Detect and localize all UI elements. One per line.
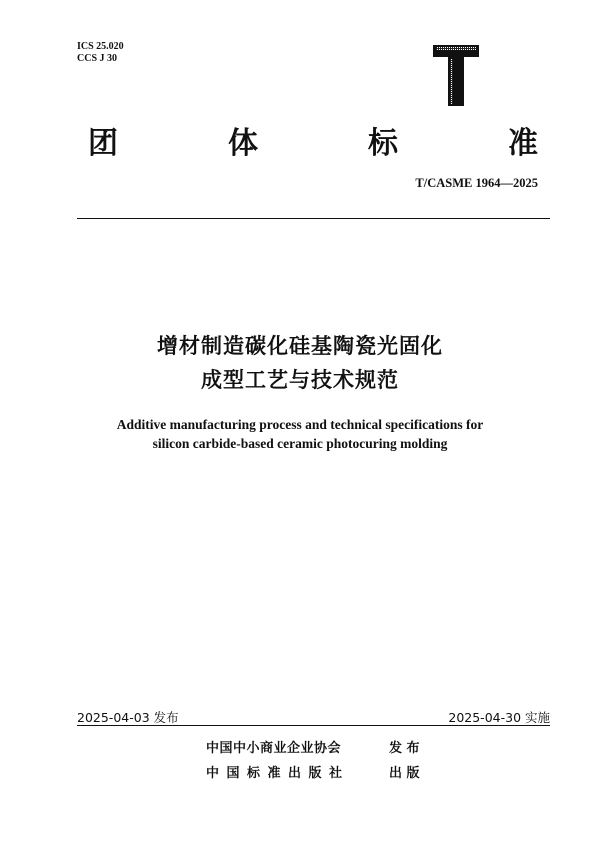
header-divider	[77, 218, 550, 219]
title-english-line-2: silicon carbide-based ceramic photocuring molding	[152, 436, 448, 451]
issue-date: 2025-04-03 发布	[77, 710, 179, 725]
category-char-4: 准	[508, 126, 538, 161]
ccs-code: CCS J 30	[77, 53, 118, 64]
category-char-1: 团	[88, 126, 118, 161]
standard-number: T/CASME 1964—2025	[415, 176, 538, 190]
ics-code: ICS 25.020	[77, 41, 124, 52]
press-action: 出 版	[389, 766, 420, 781]
implementation-date: 2025-04-30 实施	[448, 710, 550, 725]
issuer-name: 中国中小商业企业协会	[206, 741, 342, 756]
title-chinese-line-2: 成型工艺与技术规范	[201, 368, 399, 392]
category-char-2: 体	[228, 126, 258, 161]
classification-codes	[77, 41, 124, 65]
title-english-line-1: Additive manufacturing process and technical specifications for	[116, 417, 484, 432]
footer-divider	[77, 725, 550, 726]
press-name: 中国标准出版社	[206, 766, 350, 781]
standard-type-logo-icon	[433, 45, 479, 106]
title-chinese-line-1: 增材制造碳化硅基陶瓷光固化	[157, 334, 443, 358]
category-char-3: 标	[368, 126, 398, 161]
issuer-action: 发 布	[389, 741, 420, 756]
